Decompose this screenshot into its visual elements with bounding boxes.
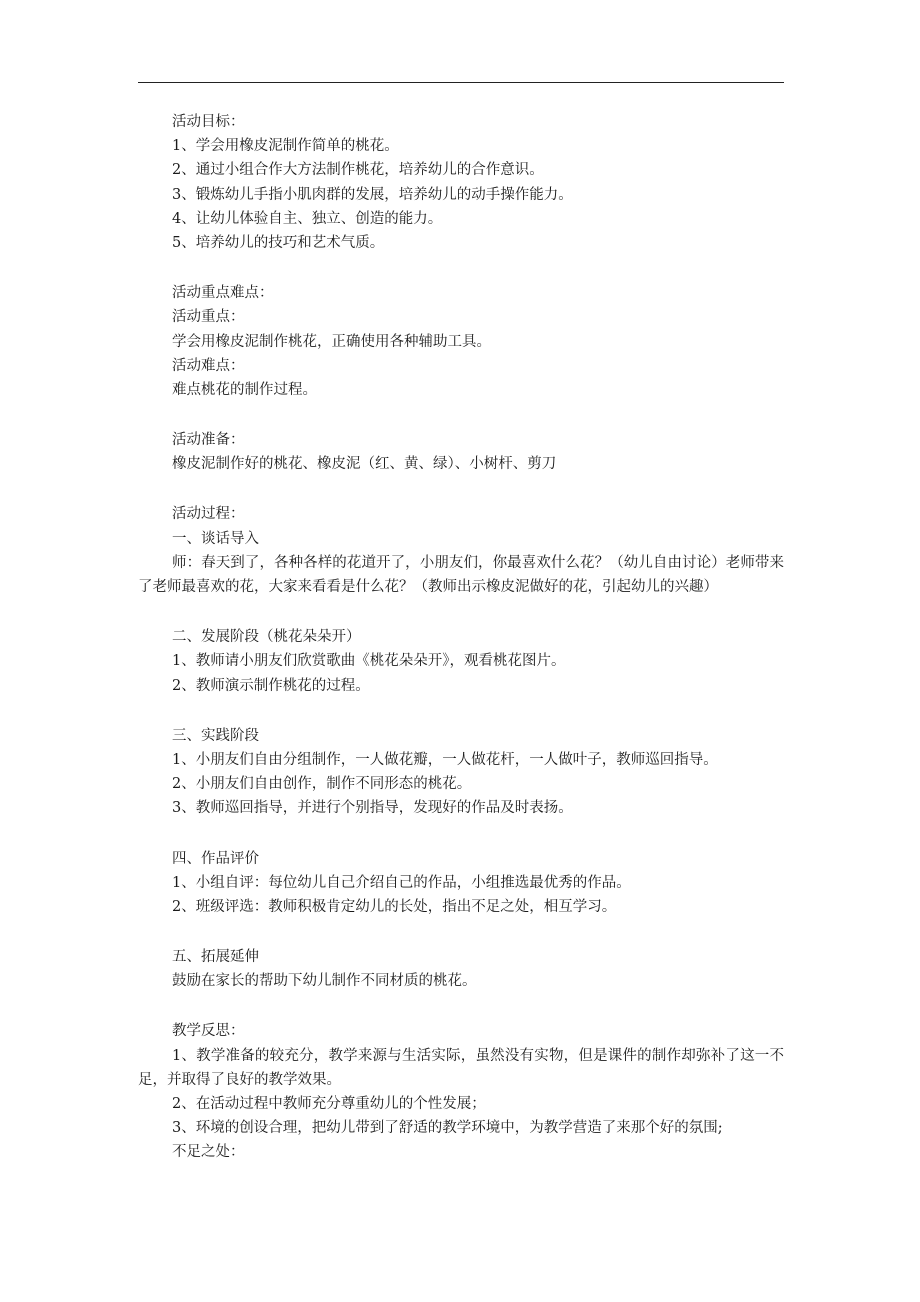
stage1-paragraph: 师：春天到了，各种各样的花道开了，小朋友们，你最喜欢什么花？（幼儿自由讨论）老师带来了老师最喜欢的花，大家来看看是什么花？（教师出示橡皮泥做好的花，引起幼儿的兴趣） <box>138 554 784 596</box>
preparation-heading: 活动准备： <box>172 432 245 449</box>
spacer <box>138 993 784 1019</box>
preparation-text: 橡皮泥制作好的桃花、橡皮泥（红、黄、绿）、小树杆、剪刀 <box>172 456 557 473</box>
spacer <box>138 402 784 428</box>
shortcomings-label: 不足之处： <box>172 1144 245 1161</box>
stage1-title: 一、谈话导入 <box>172 530 259 547</box>
difficulty-label: 活动难点： <box>172 357 245 374</box>
stage2-title: 二、发展阶段（桃花朵朵开） <box>172 629 361 646</box>
stage4-item: 2、班级评选：教师积极肯定幼儿的长处，指出不足之处，相互学习。 <box>172 898 617 915</box>
goal-item: 3、锻炼幼儿手指小肌肉群的发展，培养幼儿的动手操作能力。 <box>172 186 573 203</box>
reflection-item: 1、教学准备的较充分，教学来源与生活实际，虽然没有实物，但是课件的制作却弥补了这一不足，并取得了良好的教学效果。 <box>138 1047 784 1088</box>
reflection-item: 3、环境的创设合理，把幼儿带到了舒适的教学环境中，为教学营造了来那个好的氛围; <box>172 1120 723 1137</box>
spacer <box>138 919 784 945</box>
goals-heading: 活动目标： <box>172 114 245 130</box>
stage3-item: 1、小朋友们自由分组制作，一人做花瓣，一人做花杆，一人做叶子，教师巡回指导。 <box>172 751 718 768</box>
process-heading: 活动过程： <box>172 506 245 523</box>
focus-text: 学会用橡皮泥制作桃花，正确使用各种辅助工具。 <box>172 333 491 350</box>
stage3-title: 三、实践阶段 <box>172 727 259 744</box>
goal-item: 4、让幼儿体验自主、独立、创造的能力。 <box>172 210 443 227</box>
spacer <box>138 599 784 625</box>
goal-item: 2、通过小组合作大方法制作桃花，培养幼儿的合作意识。 <box>172 162 544 179</box>
spacer <box>138 255 784 281</box>
spacer <box>138 476 784 502</box>
stage2-item: 2、教师演示制作桃花的过程。 <box>172 677 370 694</box>
stage2-item: 1、教师请小朋友们欣赏歌曲《桃花朵朵开》，观看桃花图片。 <box>172 653 566 670</box>
reflection-heading: 教学反思： <box>172 1023 245 1040</box>
stage4-title: 四、作品评价 <box>172 850 259 867</box>
difficulty-text: 难点桃花的制作过程。 <box>172 381 317 398</box>
spacer <box>138 821 784 847</box>
stage4-item: 1、小组自评：每位幼儿自己介绍自己的作品，小组推选最优秀的作品。 <box>172 874 631 891</box>
key-points-heading: 活动重点难点： <box>172 285 274 302</box>
stage5-text: 鼓励在家长的帮助下幼儿制作不同材质的桃花。 <box>172 973 477 990</box>
focus-label: 活动重点： <box>172 309 245 326</box>
goal-item: 5、培养幼儿的技巧和艺术气质。 <box>172 234 385 251</box>
stage3-item: 3、教师巡回指导，并进行个别指导，发现好的作品及时表扬。 <box>172 800 573 817</box>
stage3-item: 2、小朋友们自由创作，制作不同形态的桃花。 <box>172 776 472 793</box>
header-rule <box>138 82 784 83</box>
goal-item: 1、学会用橡皮泥制作简单的桃花。 <box>172 138 399 155</box>
reflection-item: 2、在活动过程中教师充分尊重幼儿的个性发展； <box>172 1096 486 1113</box>
stage5-title: 五、拓展延伸 <box>172 949 259 966</box>
document-body <box>138 110 784 1165</box>
spacer <box>138 698 784 724</box>
